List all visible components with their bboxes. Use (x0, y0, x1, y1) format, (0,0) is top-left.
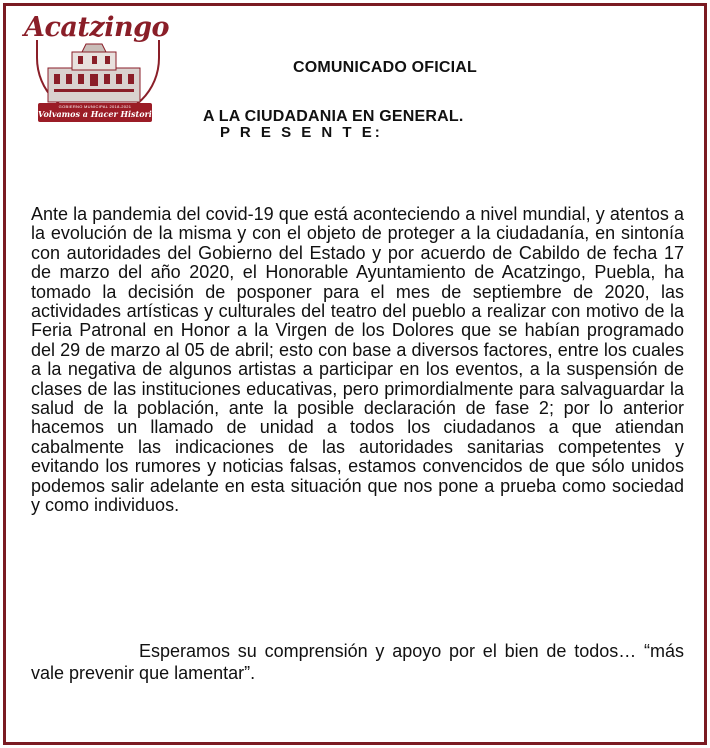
municipal-logo (24, 12, 169, 124)
closing-paragraph: Esperamos su comprensión y apoyo por el bien de todos… “más vale prevenir que lamentar”. (31, 641, 684, 683)
presente-line: P R E S E N T E: (220, 124, 383, 141)
logo-banner (38, 103, 161, 122)
addressee-line: A LA CIUDADANIA EN GENERAL. (203, 108, 464, 125)
logo-banner-top-text: GOBIERNO MUNICIPAL 2018-2021 (58, 104, 132, 109)
logo-slogan: Volvamos a Hacer Historia! (38, 109, 161, 119)
closing-section (31, 640, 684, 684)
logo-title: Acatzingo (24, 12, 169, 43)
announcement-body (31, 205, 684, 516)
document-title: COMUNICADO OFICIAL (293, 59, 478, 76)
building-illustration-icon (42, 42, 146, 104)
body-paragraph: Ante la pandemia del covid-19 que está aconteciendo a nivel mundial, y atentos a la evolución de la misma y con el objeto de proteger a la ciudadanía, en sintonía con autoridades del Gobierno del Estado y por acuerdo de Cabildo de fecha 17 de marzo del año 2020, el Honorable Ayuntamiento de Acatzingo, Puebla, ha tomado la decisión de posponer para el mes de septiembre de 2020, las actividades artísticas y culturales del teatro del pueblo a realizar con motivo de la Feria Patronal en Honor a la Virgen de los Dolores que se habían programado del 29 de marzo al 05 de abril; esto con base a diversos factores, entre los cuales a la negativa de algunos artistas a participar en los eventos, a la suspensión de clases de las instituciones educativas, pero primordialmente para salvaguardar la salud de la población, ante la posible declaración de fase 2; por lo anterior hacemos un llamado de unidad a todos los ciudadanos a que atiendan cabalmente las indicaciones de las autoridades sanitarias competentes y evitando los rumores y noticias falsas, estamos convencidos de que sólo unidos podemos salir adelante en esta situación que nos pone a prueba como sociedad y como individuos. (31, 204, 684, 516)
